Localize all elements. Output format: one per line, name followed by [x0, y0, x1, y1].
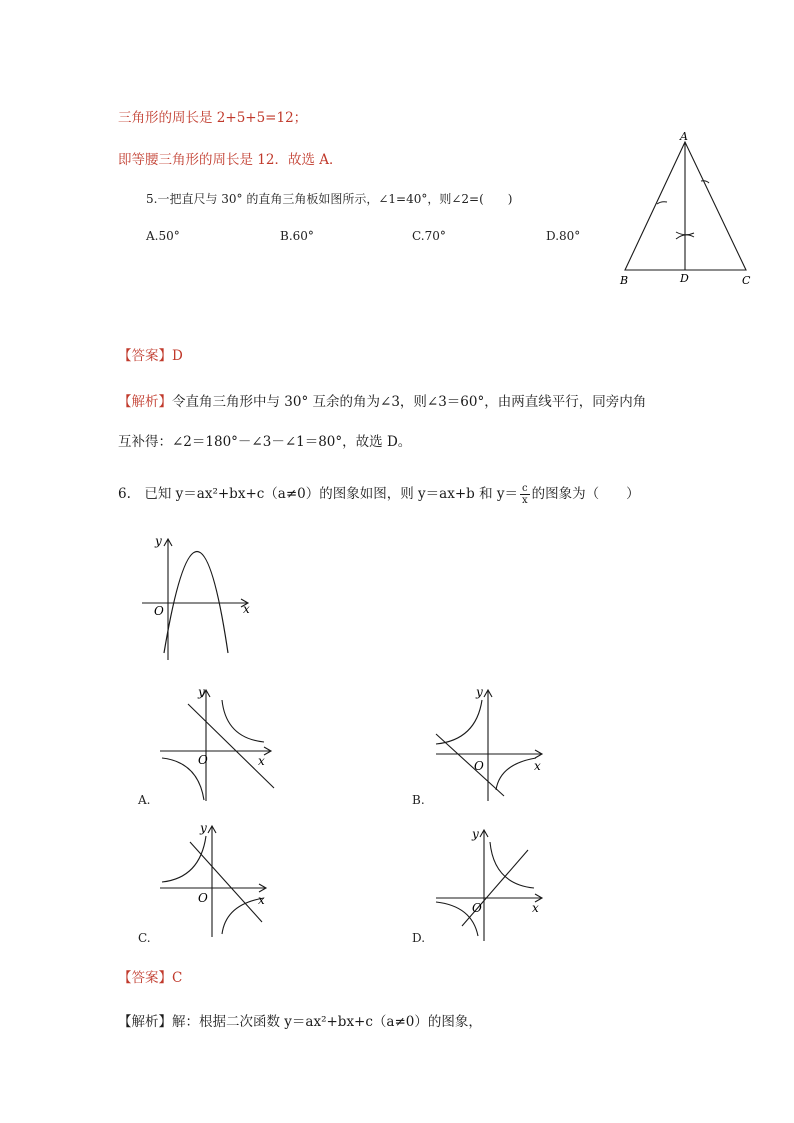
x-axis-label: x — [243, 602, 250, 616]
line-graph — [188, 704, 274, 788]
option-b-graph — [432, 686, 557, 806]
q5-option-b: B.60° — [280, 229, 314, 243]
option-c-graph — [156, 822, 281, 942]
hyperbola-branch-upper — [162, 836, 206, 882]
q5-analysis-line-1 — [118, 390, 646, 410]
q6-analysis: 【解析】解：根据二次函数 y＝ax²+bx+c（a≠0）的图象， — [118, 1014, 482, 1030]
conclusion-line: 即等腰三角形的周长是 12．故选 A． — [118, 152, 343, 168]
origin-label: O — [154, 604, 164, 618]
q5-analysis-line-2: 互补得：∠2＝180°－∠3－∠1＝80°，故选 D。 — [118, 434, 412, 450]
hyperbola-branch-upper — [222, 700, 264, 742]
origin-label: O — [472, 901, 482, 915]
q5-analysis-text: 令直角三角形中与 30° 互余的角为∠3，则∠3＝60°，由两直线平行，同旁内角 — [172, 394, 647, 410]
c-over-x-fraction — [520, 483, 530, 506]
fraction-denominator: x — [522, 495, 528, 506]
option-c-label: C. — [138, 931, 151, 945]
x-axis-label: x — [532, 901, 539, 915]
option-a-graph — [156, 686, 281, 806]
q6-stem — [118, 482, 640, 506]
line-graph — [436, 734, 504, 796]
q6-stem-pre: 6. 已知 y＝ax²+bx+c（a≠0）的图象如图，则 y＝ax+b 和 y＝ — [118, 486, 519, 502]
x-axis-label: x — [258, 754, 265, 768]
option-a-label: A. — [138, 793, 151, 807]
vertex-d-label: D — [680, 272, 689, 285]
y-axis-label: y — [198, 685, 205, 699]
option-d-label: D. — [412, 931, 426, 945]
q5-option-a: A.50° — [146, 229, 180, 243]
parabola-graph — [140, 535, 260, 665]
q5-answer: 【答案】D — [118, 348, 183, 364]
q5-option-c: C.70° — [412, 229, 446, 243]
option-d-graph — [432, 826, 557, 944]
q6-stem-post: 的图象为（ ） — [531, 486, 640, 502]
origin-label: O — [198, 891, 208, 905]
vertex-a-label: A — [680, 130, 688, 143]
tick-ac — [701, 181, 709, 183]
perimeter-line: 三角形的周长是 2+5+5=12； — [118, 110, 308, 126]
origin-label: O — [198, 753, 208, 767]
y-axis-label: y — [476, 685, 483, 699]
option-b-label: B. — [412, 793, 425, 807]
hyperbola-branch-upper — [436, 700, 482, 744]
q5-analysis-tag: 【解析】 — [118, 394, 172, 410]
fraction-numerator: c — [522, 483, 528, 494]
x-axis-label: x — [258, 893, 265, 907]
x-axis-label: x — [534, 759, 541, 773]
vertex-b-label: B — [620, 274, 629, 287]
q5-stem: 5.一把直尺与 30° 的直角三角板如图所示，∠1=40°，则∠2=( ) — [146, 192, 513, 206]
q5-option-d: D.80° — [546, 229, 581, 243]
tick-ab — [657, 202, 667, 204]
parabola-curve — [164, 552, 228, 654]
hyperbola-branch-upper — [490, 842, 534, 888]
origin-label: O — [474, 759, 484, 773]
isosceles-triangle-figure — [610, 128, 760, 293]
q6-answer: 【答案】C — [118, 970, 183, 986]
vertex-c-label: C — [742, 274, 751, 287]
hyperbola-branch-lower — [496, 758, 536, 790]
y-axis-label: y — [200, 821, 207, 835]
y-axis-label: y — [472, 827, 479, 841]
y-axis-label: y — [155, 534, 162, 548]
